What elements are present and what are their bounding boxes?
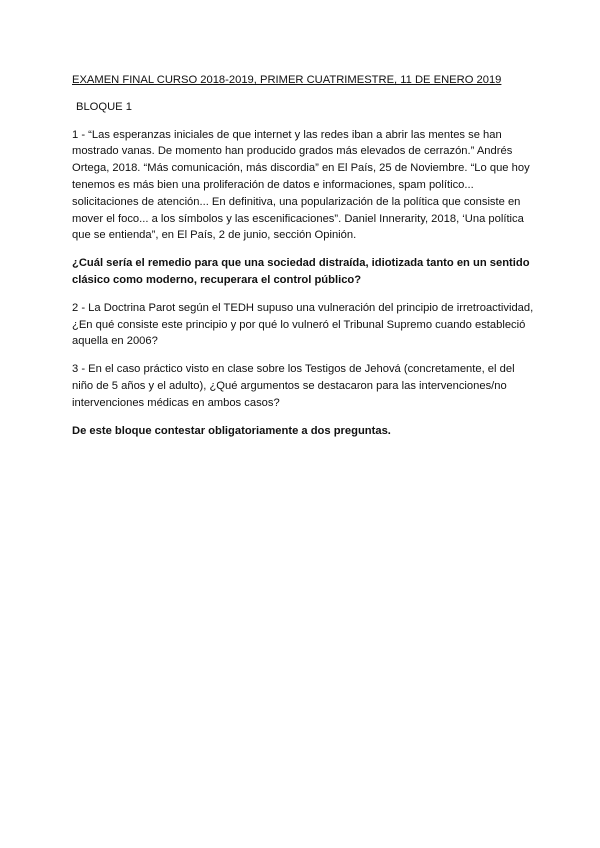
- question-1-text: 1 - “Las esperanzas iniciales de que internet y las redes iban a abrir las mentes se han mostrado vanas. De momento han producido grados más elevados de cerrazón.” Andrés Ortega, 2018. “Más comunicación, más discordia” en El País, 25 de Noviembre. “Lo que hoy tenemos es más bien una proliferación de datos e informaciones, spam político... solicitaciones de atención... En definitiva, una popularización de la política que consiste en mover el foco... a los símbolos y las escenificaciones”. Daniel Innerarity, 2018, ‘Una política que se entienda”, en El País, 2 de junio, sección Opinión.: [72, 128, 530, 242]
- question-3-text: 3 - En el caso práctico visto en clase sobre los Testigos de Jehová (concretamente, el del niño de 5 años y el adulto), ¿Qué argumentos se destacaron para las intervenciones/no intervenciones médicas en ambos casos?: [72, 363, 515, 409]
- exam-header: EXAMEN FINAL CURSO 2018-2019, PRIMER CUATRIMESTRE, 11 DE ENERO 2019: [72, 74, 502, 86]
- block-instruction: De este bloque contestar obligatoriamente a dos preguntas.: [72, 424, 391, 437]
- block-title: BLOQUE 1: [76, 100, 132, 113]
- question-1-prompt: ¿Cuál sería el remedio para que una sociedad distraída, idiotizada tanto en un sentido clásico como moderno, recuperara el control público?: [72, 257, 530, 286]
- question-2-text: 2 - La Doctrina Parot según el TEDH supuso una vulneración del principio de irretroactividad, ¿En qué consiste este principio y por qué lo vulneró el Tribunal Supremo cuando estableció aquella en 2006?: [72, 301, 534, 348]
- document-body: [72, 72, 534, 450]
